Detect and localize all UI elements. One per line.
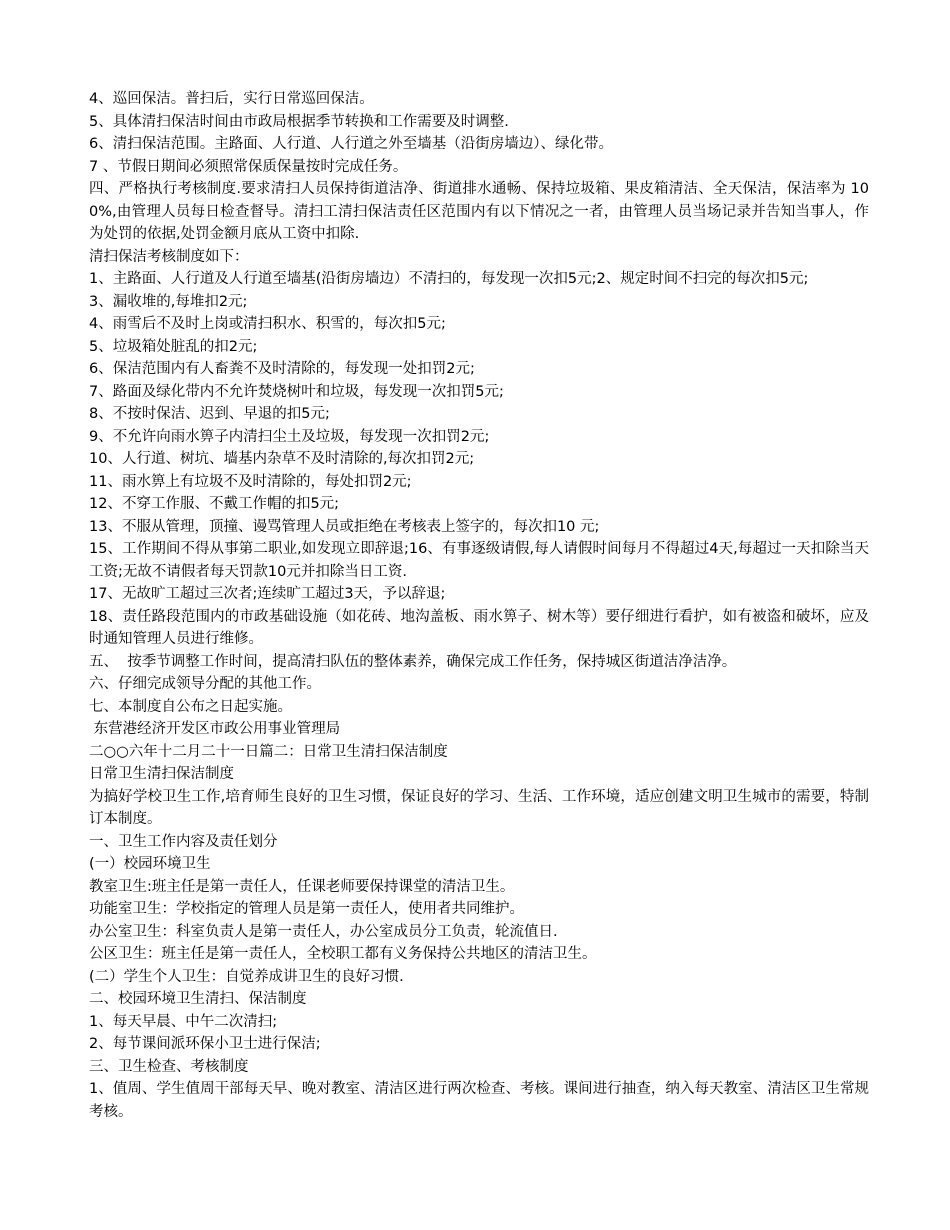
text-line: 13、不服从管理，顶撞、谩骂管理人员或拒绝在考核表上签字的，每次扣10 元; xyxy=(89,518,600,535)
text-line: 1、每天早晨、中午二次清扫; xyxy=(89,1013,278,1030)
text-line: 功能室卫生：学校指定的管理人员是第一责任人，使用者共同维护。 xyxy=(89,901,524,917)
section-heading: 三、卫生检查、考核制度 xyxy=(89,1058,249,1075)
issuer-name: 东营港经济开发区市政公用事业管理局 xyxy=(89,721,341,737)
section-heading: 七、本制度自公布之日起实施。 xyxy=(89,698,292,715)
text-paragraph: 15、工作期间不得从事第二职业,如发现立即辞退;16、有事逐级请假,每人请假时间每月不得超过4天,每超过一天扣除当天工资;无故不请假者每天罚款10元并扣除当日工资. xyxy=(89,541,869,580)
text-line: 教室卫生:班主任是第一责任人，任课老师要保持课堂的清洁卫生。 xyxy=(89,878,515,895)
section-heading: 一、卫生工作内容及责任划分 xyxy=(89,833,278,850)
document-body xyxy=(89,88,869,1123)
subsection-heading: (一）校园环境卫生 xyxy=(89,856,211,872)
text-paragraph: 为搞好学校卫生工作,培育师生良好的卫生习惯，保证良好的学习、生活、工作环境，适应创建文明卫生城市的需要，特制订本制度。 xyxy=(89,788,869,827)
subsection-heading: (二）学生个人卫生：自觉养成讲卫生的良好习惯. xyxy=(89,968,404,985)
text-line: 17、无故旷工超过三次者;连续旷工超过3天，予以辞退; xyxy=(89,586,446,602)
text-line: 5、具体清扫保洁时间由市政局根据季节转换和工作需要及时调整. xyxy=(89,113,509,130)
text-line: 11、雨水箅上有垃圾不及时清除的，每处扣罚2元; xyxy=(89,473,412,490)
text-line: 4、雨雪后不及时上岗或清扫积水、积雪的，每次扣5元; xyxy=(89,316,446,332)
text-line: 办公室卫生：科室负责人是第一责任人，办公室成员分工负责，轮流值日. xyxy=(89,923,558,940)
text-line: 4、巡回保洁。普扫后，实行日常巡回保洁。 xyxy=(89,91,374,107)
text-line: 7、路面及绿化带内不允许焚烧树叶和垃圾，每发现一次扣罚5元; xyxy=(89,383,504,400)
text-paragraph: 1、值周、学生值周干部每天早、晚对教室、清洁区进行两次检查、考核。课间进行抽查，纳入每天教室、清洁区卫生常规考核。 xyxy=(89,1081,869,1120)
text-paragraph: 18、责任路段范围内的市政基础设施（如花砖、地沟盖板、雨水箅子、树木等）要仔细进行看护，如有被盗和破坏，应及时通知管理人员进行维修。 xyxy=(89,608,869,647)
section-heading: 五、 按季节调整工作时间，提高清扫队伍的整体素养，确保完成工作任务，保持城区街道洁净洁净。 xyxy=(89,653,737,670)
text-line: 12、不穿工作服、不戴工作帽的扣5元; xyxy=(89,496,340,512)
text-line: 2、每节课间派环保小卫士进行保洁; xyxy=(89,1036,321,1052)
text-line: 5、垃圾箱处脏乱的扣2元; xyxy=(89,338,258,355)
section-heading: 六、仔细完成领导分配的其他工作。 xyxy=(89,676,321,692)
text-line: 3、漏收堆的,每堆扣2元; xyxy=(89,293,248,310)
issue-date-and-part-title: 二○○六年十二月二十一日篇二：日常卫生清扫保洁制度 xyxy=(89,743,448,760)
text-line: 6、保洁范围内有人畜粪不及时清除的，每发现一处扣罚2元; xyxy=(89,361,475,377)
text-line: 10、人行道、树坑、墙基内杂草不及时清除的,每次扣罚2元; xyxy=(89,451,475,467)
text-line: 8、不按时保洁、迟到、早退的扣5元; xyxy=(89,406,330,422)
section-heading: 清扫保洁考核制度如下： xyxy=(89,248,249,265)
text-line: 6、清扫保洁范围。主路面、人行道、人行道之外至墙基（沿街房墙边）、绿化带。 xyxy=(89,136,613,152)
text-line: 公区卫生：班主任是第一责任人，全校职工都有义务保持公共地区的清洁卫生。 xyxy=(89,946,597,962)
text-paragraph: 1、主路面、人行道及人行道至墙基(沿街房墙边）不清扫的，每发现一次扣5元;2、规定时间不扫完的每次扣5元; xyxy=(89,271,809,287)
section-heading: 二、校园环境卫生清扫、保洁制度 xyxy=(89,991,307,1007)
text-line: 9、不允许向雨水箅子内清扫尘土及垃圾，每发现一次扣罚2元; xyxy=(89,428,490,445)
text-line: 7 、节假日期间必须照常保质保量按时完成任务。 xyxy=(89,158,408,175)
document-title: 日常卫生清扫保洁制度 xyxy=(89,766,234,782)
text-paragraph: 四、严格执行考核制度.要求清扫人员保持街道洁净、街道排水通畅、保持垃圾箱、果皮箱清洁、全天保洁，保洁率为 100%,由管理人员每日检查督导。清扫工清扫保洁责任区范围内有以下情况之一者，由管理人员当场记录并告知当事人，作为处罚的依据,处罚金额月底从工资中扣除. xyxy=(89,181,869,242)
